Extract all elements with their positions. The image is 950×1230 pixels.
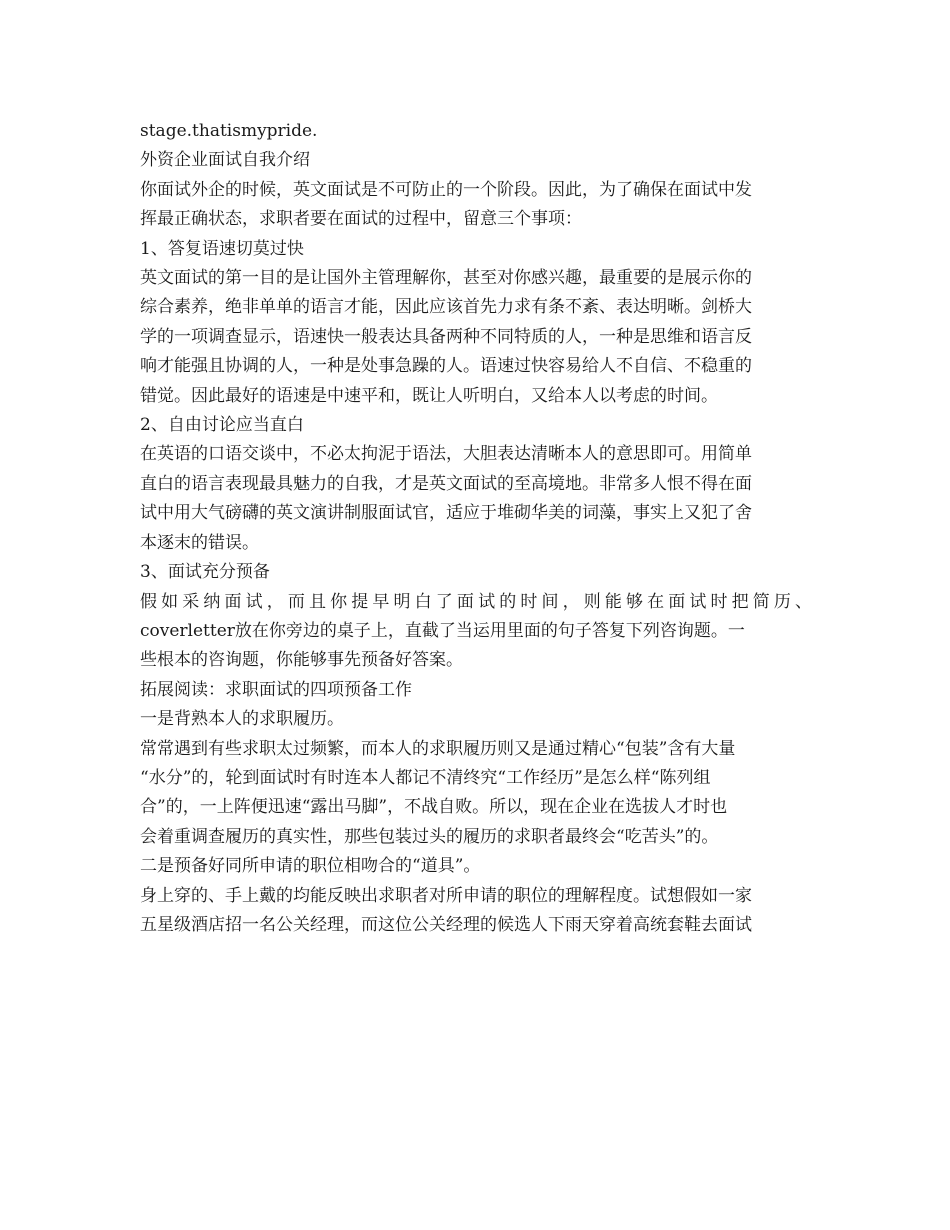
text-line: 些根本的咨询题，你能够事先预备好答案。 bbox=[140, 650, 463, 671]
text-line: 会着重调查履历的真实性，那些包装过头的履历的求职者最终会“吃苦头”的。 bbox=[140, 826, 719, 847]
text-line: 学的一项调查显示，语速快一般表达具备两种不同特质的人，一种是思维和语言反 bbox=[140, 326, 752, 347]
text-line: 综合素养，绝非单单的语言才能，因此应该首先力求有条不紊、表达明晰。剑桥大 bbox=[140, 297, 752, 318]
text-line: 挥最正确状态，求职者要在面试的过程中，留意三个事项： bbox=[140, 209, 582, 230]
body-text bbox=[140, 117, 812, 940]
list-heading: 3、面试充分预备 bbox=[140, 562, 270, 583]
text-line: 本逐末的错误。 bbox=[140, 532, 259, 553]
text-line: 试中用大气磅礴的英文演讲制服面试官，适应于堆砌华美的词藻，事实上又犯了舍 bbox=[140, 503, 752, 524]
text-line: 你面试外企的时候，英文面试是不可防止的一个阶段。因此，为了确保在面试中发 bbox=[140, 179, 752, 200]
text-line: 假如采纳面试，而且你提早明白了面试的时间，则能够在面试时把简历、 bbox=[140, 591, 812, 612]
list-heading: 一是背熟本人的求职履历。 bbox=[140, 709, 344, 730]
section-heading: 拓展阅读：求职面试的四项预备工作 bbox=[140, 679, 412, 700]
text-line: “水分”的，轮到面试时有时连本人都记不清终究“工作经历”是怎么样“陈列组 bbox=[140, 767, 711, 788]
list-heading: 二是预备好同所申请的职位相吻合的“道具”。 bbox=[140, 856, 481, 877]
text-line: 常常遇到有些求职太过频繁，而本人的求职履历则又是通过精心“包装”含有大量 bbox=[140, 738, 736, 759]
text-line: coverletter放在你旁边的桌子上，直截了当运用里面的句子答复下列咨询题。一 bbox=[140, 620, 745, 641]
text-line: 身上穿的、手上戴的均能反映出求职者对所申请的职位的理解程度。试想假如一家 bbox=[140, 885, 752, 906]
text-line: 直白的语言表现最具魅力的自我，才是英文面试的至高境地。非常多人恨不得在面 bbox=[140, 473, 752, 494]
text-line: 响才能强且协调的人，一种是处事急躁的人。语速过快容易给人不自信、不稳重的 bbox=[140, 356, 752, 377]
text-line: 五星级酒店招一名公关经理，而这位公关经理的候选人下雨天穿着高统套鞋去面试 bbox=[140, 914, 752, 935]
list-heading: 2、自由讨论应当直白 bbox=[140, 415, 304, 436]
text-line: 合”的，一上阵便迅速“露出马脚”，不战自败。所以，现在企业在选拔人才时也 bbox=[140, 797, 728, 818]
list-heading: 1、答复语速切莫过快 bbox=[140, 238, 304, 259]
text-line: 英文面试的第一目的是让国外主管理解你，甚至对你感兴趣，最重要的是展示你的 bbox=[140, 268, 752, 289]
section-heading: 外资企业面试自我介绍 bbox=[140, 150, 310, 171]
text-line: 在英语的口语交谈中，不必太拘泥于语法，大胆表达清晰本人的意思即可。用简单 bbox=[140, 444, 752, 465]
text-line: stage.thatismypride. bbox=[140, 121, 318, 141]
text-line: 错觉。因此最好的语速是中速平和，既让人听明白，又给本人以考虑的时间。 bbox=[140, 385, 718, 406]
